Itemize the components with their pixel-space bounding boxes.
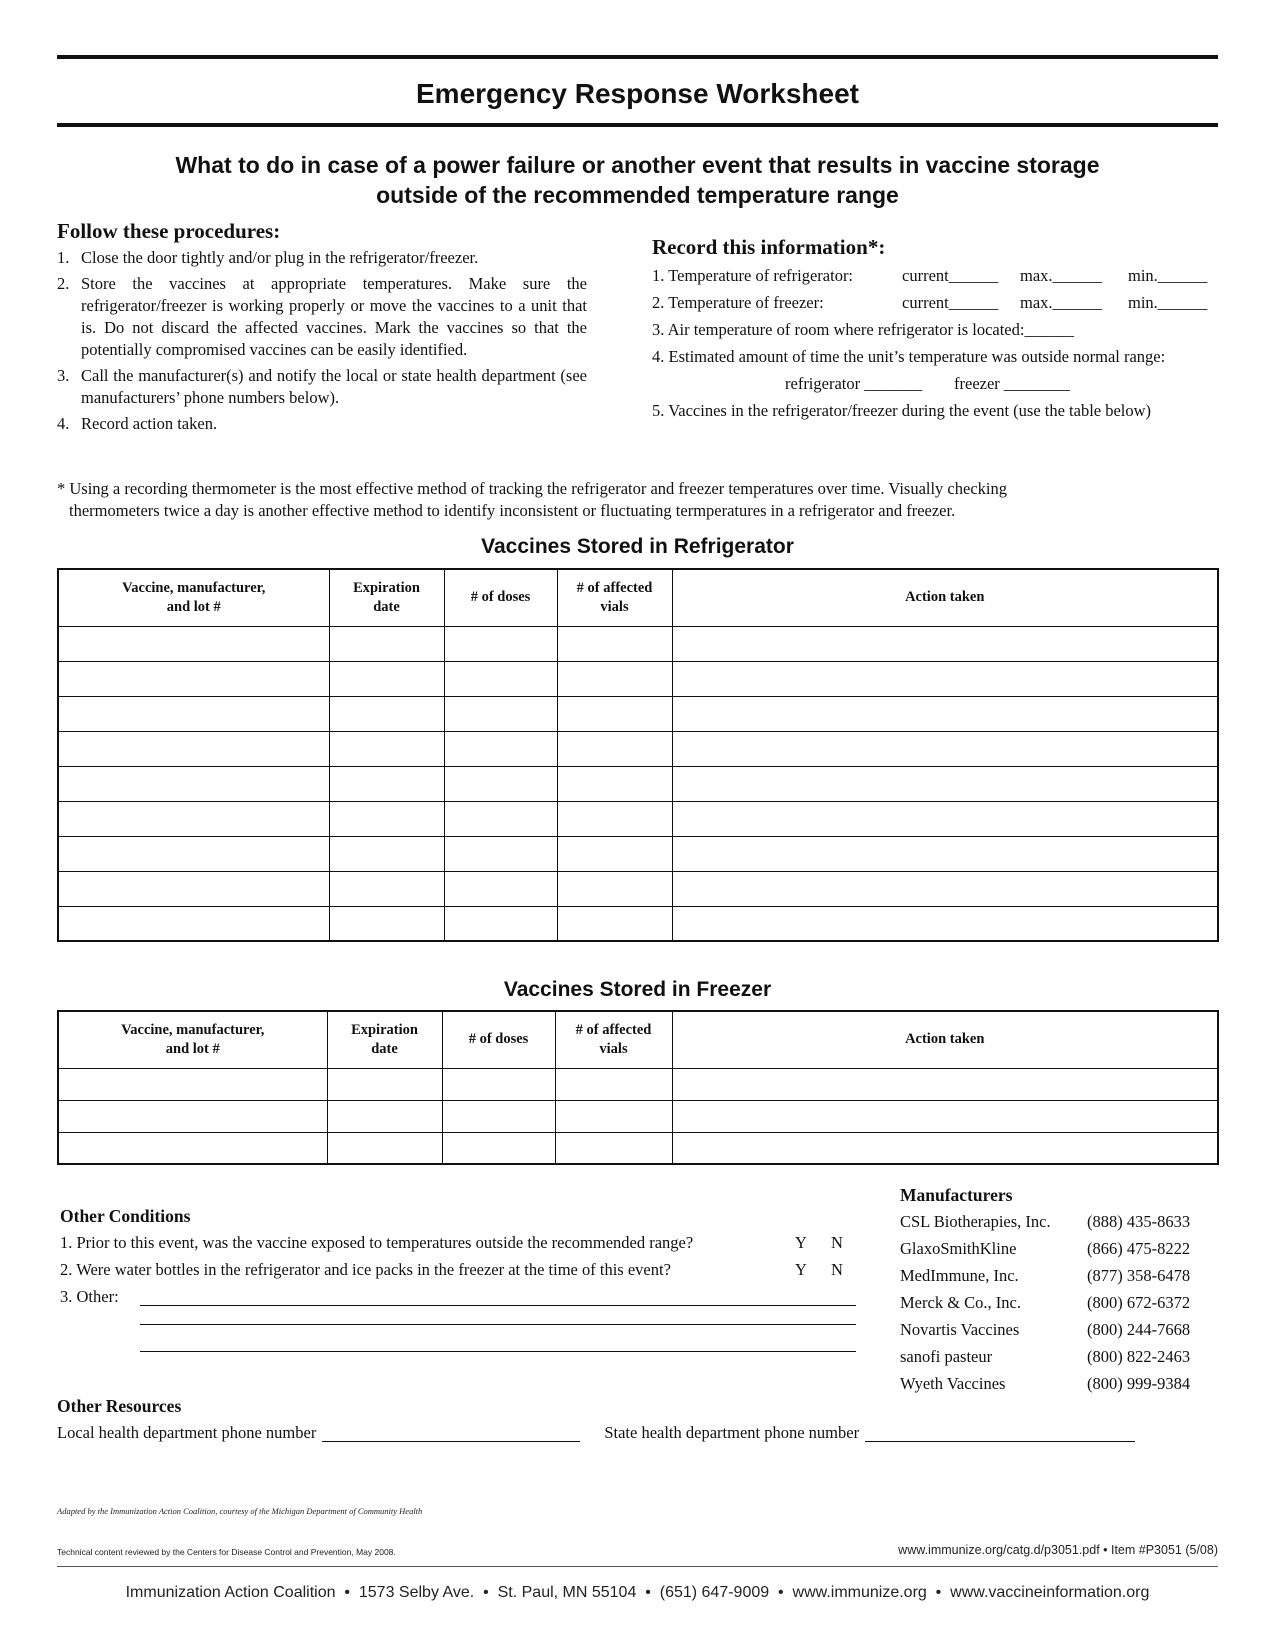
procedure-item: 2. Store the vaccines at appropriate temperatures. Make sure the refrigerator/freezer is working properly or move the vaccines to a unit that is. Do not discard the affected vaccines. Mark the vaccines so that the potentially compromised vaccines can be easily identified. xyxy=(57,274,587,359)
fridge-cell-expiration[interactable] xyxy=(329,871,444,906)
fridge-cell-affected[interactable] xyxy=(557,661,672,696)
fridge-cell-expiration[interactable] xyxy=(329,836,444,871)
fridge-cell-vaccine[interactable] xyxy=(58,906,329,941)
record-item-time-outside: 4. Estimated amount of time the unit’s temperature was outside normal range: xyxy=(652,347,1166,366)
fridge-cell-vaccine[interactable] xyxy=(58,871,329,906)
fridge-cell-expiration[interactable] xyxy=(329,906,444,941)
title-rule xyxy=(57,123,1218,127)
fridge-cell-doses[interactable] xyxy=(444,766,557,801)
top-rule xyxy=(57,55,1218,59)
fridge-cell-action[interactable] xyxy=(672,766,1218,801)
record-item-fridge-temp: 1. Temperature of refrigerator: current______ max.______ min.______ xyxy=(652,266,1208,285)
fridge-cell-action[interactable] xyxy=(672,871,1218,906)
manufacturer-row: Wyeth Vaccines (800) 999-9384 xyxy=(900,1374,1191,1393)
fridge-cell-affected[interactable] xyxy=(557,626,672,661)
footnote: * Using a recording thermometer is the most effective method of tracking the refrigerator and freezer temperatures over time. Visually checking thermometers twice a day is another effective method to identify inconsistent or fluctuating termperatures in a refrigerator and freezer. xyxy=(57,479,1007,520)
freezer-cell-action[interactable] xyxy=(672,1132,1218,1164)
other-conditions xyxy=(60,1203,860,1364)
fridge-cell-vaccine[interactable] xyxy=(58,696,329,731)
record-heading: Record this information*: xyxy=(652,235,886,259)
fridge-cell-doses[interactable] xyxy=(444,661,557,696)
q2-yes[interactable]: Y xyxy=(795,1260,807,1279)
other-line-1[interactable] xyxy=(140,1291,856,1306)
fridge-header-doses: # of doses xyxy=(444,569,557,626)
q2-no[interactable]: N xyxy=(831,1260,843,1279)
freezer-cell-vaccine[interactable] xyxy=(58,1068,327,1100)
freezer-cell-expiration[interactable] xyxy=(327,1068,442,1100)
manufacturer-row: Merck & Co., Inc. (800) 672-6372 xyxy=(900,1293,1191,1312)
fridge-cell-action[interactable] xyxy=(672,661,1218,696)
fridge-cell-expiration[interactable] xyxy=(329,661,444,696)
page-title: Emergency Response Worksheet xyxy=(416,78,859,109)
other-line-2[interactable] xyxy=(140,1310,856,1325)
record-item-vaccines: 5. Vaccines in the refrigerator/freezer during the event (use the table below) xyxy=(652,401,1152,420)
manufacturer-row: GlaxoSmithKline (866) 475-8222 xyxy=(900,1239,1191,1258)
freezer-table-row xyxy=(58,1132,1218,1164)
fridge-table xyxy=(57,568,1219,942)
record-item-freezer-temp: 2. Temperature of freezer: current______ max.______ min.______ xyxy=(652,293,1208,312)
fridge-header-vaccine: Vaccine, manufacturer, and lot # xyxy=(58,569,329,626)
subtitle-line-2: outside of the recommended temperature range xyxy=(376,182,899,208)
fridge-cell-doses[interactable] xyxy=(444,731,557,766)
condition-q3: 3. Other: xyxy=(60,1283,860,1310)
fridge-cell-expiration[interactable] xyxy=(329,766,444,801)
state-phone-field[interactable] xyxy=(865,1427,1135,1442)
fridge-cell-doses[interactable] xyxy=(444,906,557,941)
fridge-cell-action[interactable] xyxy=(672,731,1218,766)
freezer-cell-affected[interactable] xyxy=(555,1100,672,1132)
fridge-cell-expiration[interactable] xyxy=(329,801,444,836)
manufacturers xyxy=(900,1182,1230,1397)
freezer-cell-affected[interactable] xyxy=(555,1132,672,1164)
other-line-3[interactable] xyxy=(140,1337,856,1352)
freezer-cell-expiration[interactable] xyxy=(327,1100,442,1132)
reviewed-note: Technical content reviewed by the Centers for Disease Control and Prevention, May 2008. xyxy=(57,1547,396,1557)
freezer-header-doses: # of doses xyxy=(442,1011,555,1068)
condition-q1: 1. Prior to this event, was the vaccine exposed to temperatures outside the recommended range? Y N xyxy=(60,1229,860,1256)
manufacturer-row: CSL Biotherapies, Inc. (888) 435-8633 xyxy=(900,1212,1191,1231)
fridge-cell-doses[interactable] xyxy=(444,836,557,871)
subtitle-line-1: What to do in case of a power failure or another event that results in vaccine storage xyxy=(175,152,1100,178)
procedure-item: 4. Record action taken. xyxy=(57,414,218,433)
freezer-cell-action[interactable] xyxy=(672,1100,1218,1132)
condition-q2: 2. Were water bottles in the refrigerator and ice packs in the freezer at the time of this event? Y N xyxy=(60,1256,860,1283)
other-resources xyxy=(57,1393,1227,1446)
fridge-cell-vaccine[interactable] xyxy=(58,661,329,696)
fridge-table-row xyxy=(58,626,1218,661)
fridge-table-row xyxy=(58,661,1218,696)
procedures-heading: Follow these procedures: xyxy=(57,219,281,243)
fridge-cell-affected[interactable] xyxy=(557,801,672,836)
procedures-list xyxy=(57,247,587,439)
freezer-table-title: Vaccines Stored in Freezer xyxy=(503,978,772,1001)
freezer-cell-affected[interactable] xyxy=(555,1068,672,1100)
page-subtitle xyxy=(60,150,1215,210)
freezer-table-row xyxy=(58,1068,1218,1100)
freezer-cell-expiration[interactable] xyxy=(327,1132,442,1164)
freezer-cell-doses[interactable] xyxy=(442,1068,555,1100)
fridge-cell-expiration[interactable] xyxy=(329,731,444,766)
fridge-table-row xyxy=(58,906,1218,941)
record-item-time-fields: refrigerator _______ freezer ________ xyxy=(785,374,1070,393)
freezer-header-vaccine: Vaccine, manufacturer, and lot # xyxy=(58,1011,327,1068)
freezer-cell-action[interactable] xyxy=(672,1068,1218,1100)
fridge-cell-affected[interactable] xyxy=(557,836,672,871)
fridge-cell-vaccine[interactable] xyxy=(58,801,329,836)
freezer-cell-doses[interactable] xyxy=(442,1100,555,1132)
fridge-cell-vaccine[interactable] xyxy=(58,731,329,766)
fridge-header-expiration: Expiration date xyxy=(329,569,444,626)
fridge-cell-doses[interactable] xyxy=(444,871,557,906)
freezer-header-expiration: Expiration date xyxy=(327,1011,442,1068)
fridge-cell-doses[interactable] xyxy=(444,801,557,836)
manufacturer-row: sanofi pasteur (800) 822-2463 xyxy=(900,1347,1191,1366)
fridge-cell-affected[interactable] xyxy=(557,731,672,766)
freezer-header-affected: # of affected vials xyxy=(555,1011,672,1068)
freezer-cell-vaccine[interactable] xyxy=(58,1100,327,1132)
fridge-cell-affected[interactable] xyxy=(557,696,672,731)
manufacturers-heading: Manufacturers xyxy=(900,1185,1013,1205)
state-phone-label: State health department phone number xyxy=(604,1423,860,1442)
fridge-cell-vaccine[interactable] xyxy=(58,626,329,661)
fridge-cell-affected[interactable] xyxy=(557,766,672,801)
freezer-cell-doses[interactable] xyxy=(442,1132,555,1164)
fridge-table-title: Vaccines Stored in Refrigerator xyxy=(481,535,794,558)
local-phone-field[interactable] xyxy=(322,1427,580,1442)
other-conditions-heading: Other Conditions xyxy=(60,1206,191,1226)
record-item-room-temp: 3. Air temperature of room where refrigerator is located:______ xyxy=(652,320,1074,339)
fridge-table-row xyxy=(58,836,1218,871)
other-resources-heading: Other Resources xyxy=(57,1396,182,1416)
freezer-table xyxy=(57,1010,1219,1165)
fridge-cell-action[interactable] xyxy=(672,801,1218,836)
fridge-cell-vaccine[interactable] xyxy=(58,836,329,871)
manufacturer-row: Novartis Vaccines (800) 244-7668 xyxy=(900,1320,1191,1339)
footer-contact: Immunization Action Coalition • 1573 Selby Ave. • St. Paul, MN 55104 • (651) 647-9009 • www.immunize.org • www.vaccineinformation.org xyxy=(125,1584,1150,1601)
local-phone-label: Local health department phone number xyxy=(57,1423,317,1442)
freezer-cell-vaccine[interactable] xyxy=(58,1132,327,1164)
record-list xyxy=(652,262,1222,424)
footer-rule xyxy=(57,1566,1218,1567)
fridge-cell-action[interactable] xyxy=(672,836,1218,871)
fridge-cell-action[interactable] xyxy=(672,906,1218,941)
fridge-header-action: Action taken xyxy=(672,569,1218,626)
fridge-cell-doses[interactable] xyxy=(444,626,557,661)
procedure-item: 3. Call the manufacturer(s) and notify the local or state health department (see manufacturers’ phone numbers below). xyxy=(57,366,587,407)
q1-yes[interactable]: Y xyxy=(795,1233,807,1252)
fridge-cell-doses[interactable] xyxy=(444,696,557,731)
fridge-cell-affected[interactable] xyxy=(557,906,672,941)
fridge-table-row xyxy=(58,871,1218,906)
freezer-table-row xyxy=(58,1100,1218,1132)
freezer-header-action: Action taken xyxy=(672,1011,1218,1068)
adapted-note: Adapted by the Immunization Action Coalition, courtesy of the Michigan Department of Community Health xyxy=(57,1506,423,1516)
fridge-table-row xyxy=(58,801,1218,836)
manufacturer-row: MedImmune, Inc. (877) 358-6478 xyxy=(900,1266,1191,1285)
fridge-cell-expiration[interactable] xyxy=(329,696,444,731)
fridge-cell-action[interactable] xyxy=(672,696,1218,731)
item-reference: www.immunize.org/catg.d/p3051.pdf • Item #P3051 (5/08) xyxy=(898,1543,1218,1557)
q1-no[interactable]: N xyxy=(831,1233,843,1252)
fridge-cell-vaccine[interactable] xyxy=(58,766,329,801)
procedure-item: 1. Close the door tightly and/or plug in the refrigerator/freezer. xyxy=(57,248,479,267)
fridge-header-affected: # of affected vials xyxy=(557,569,672,626)
fridge-cell-expiration[interactable] xyxy=(329,626,444,661)
fridge-cell-action[interactable] xyxy=(672,626,1218,661)
fridge-cell-affected[interactable] xyxy=(557,871,672,906)
fridge-table-row xyxy=(58,696,1218,731)
fridge-table-row xyxy=(58,731,1218,766)
fridge-table-row xyxy=(58,766,1218,801)
